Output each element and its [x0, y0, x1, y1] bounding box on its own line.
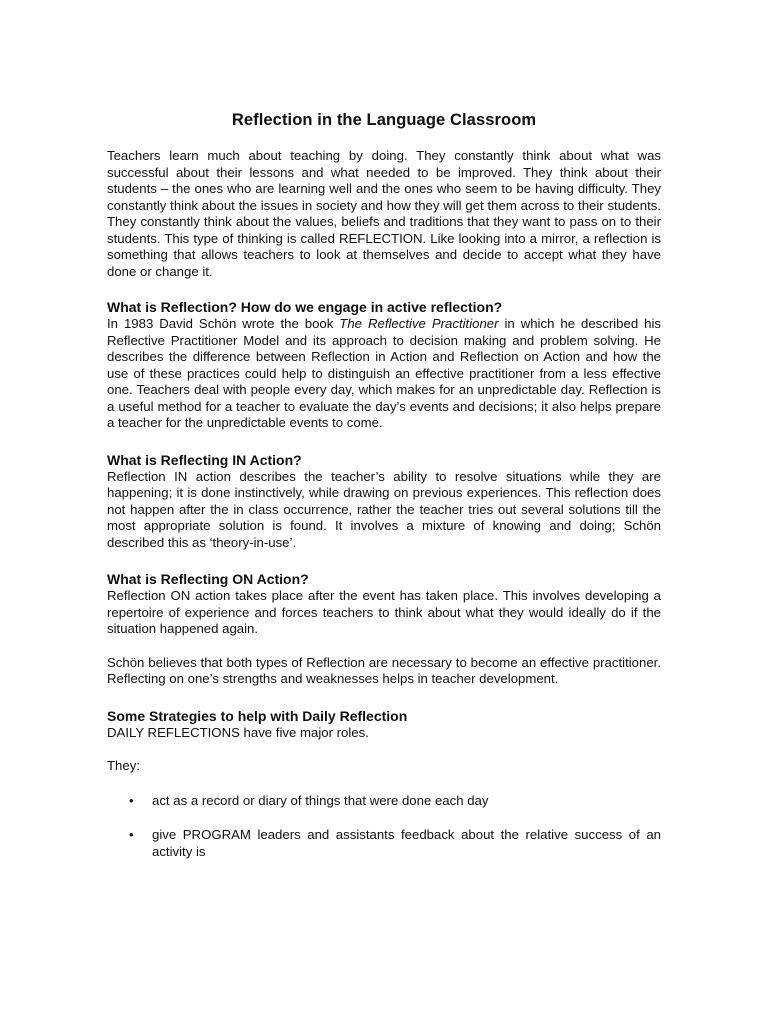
document-title: Reflection in the Language Classroom	[231, 111, 537, 129]
list-item	[107, 793, 661, 810]
they-label: They:	[107, 758, 140, 773]
list-item-text: act as a record or diary of things that were done each day	[152, 792, 489, 808]
bullet-icon: •	[129, 792, 134, 808]
list-item	[107, 827, 661, 860]
section-heading-on-action: What is Reflecting ON Action?	[107, 571, 309, 587]
section-paragraph-strategies: DAILY REFLECTIONS have five major roles.	[107, 724, 369, 740]
intro-paragraph: Teachers learn much about teaching by doing. They constantly think about what was successful about their lessons and what needed to be improved. They think about their students – the ones who are learning well and the ones who seem to be having difficulty. They constantly think about the issues in society and how they will get them across to their students. They constantly think about the values, beliefs and traditions that they want to pass on to their students. This type of thinking is called REFLECTION. Like looking into a mirror, a reflection is something that allows teachers to look at themselves and decide to accept what they have done or change it.	[107, 148, 661, 279]
section-paragraph-schon-belief: Schön believes that both types of Reflection are necessary to become an effective practitioner. Reflecting on one’s strengths and weaknesses helps in teacher development.	[107, 654, 661, 686]
document-page	[107, 108, 661, 860]
section-paragraph-on-action: Reflection ON action takes place after the event has taken place. This involves developing a repertoire of experience and forces teachers to think about what they would ideally do if the situation happened again.	[107, 588, 661, 636]
section-paragraph-reflection	[107, 316, 661, 432]
section-paragraph-in-action: Reflection IN action describes the teacher’s ability to resolve situations while they are happening; it is done instinctively, while drawing on previous experiences. This reflection does not happen after the in class occurrence, rather the teacher tries out several solutions till the most appropriate solution is found. It involves a mixture of knowing and doing; Schön described this as ‘theory-in-use’.	[107, 468, 661, 550]
section-heading-strategies: Some Strategies to help with Daily Reflection	[107, 707, 408, 724]
list-item-text: give PROGRAM leaders and assistants feedback about the relative success of an activity is	[152, 827, 661, 859]
section-heading-in-action: What is Reflecting IN Action?	[107, 451, 302, 468]
paragraph-text-start: In 1983 David Schön wrote the book	[107, 316, 340, 331]
section-heading-reflection: What is Reflection? How do we engage in active reflection?	[107, 299, 503, 315]
bullet-icon: •	[129, 827, 134, 842]
book-title: The Reflective Practitioner	[339, 316, 499, 331]
bullet-list	[107, 793, 661, 861]
paragraph-text-end: in which he described his Reflective Practitioner Model and its approach to decision making and problem solving. He describes the difference between Reflection in Action and Reflection on Action and how the use of these practices could help to distinguish an effective practitioner from a less effective one. Teachers deal with people every day, which makes for an unpredictable day. Reflection is a useful method for a teacher to evaluate the day’s events and decisions; it also helps prepare a teacher for the unpredictable events to come.	[107, 316, 661, 430]
